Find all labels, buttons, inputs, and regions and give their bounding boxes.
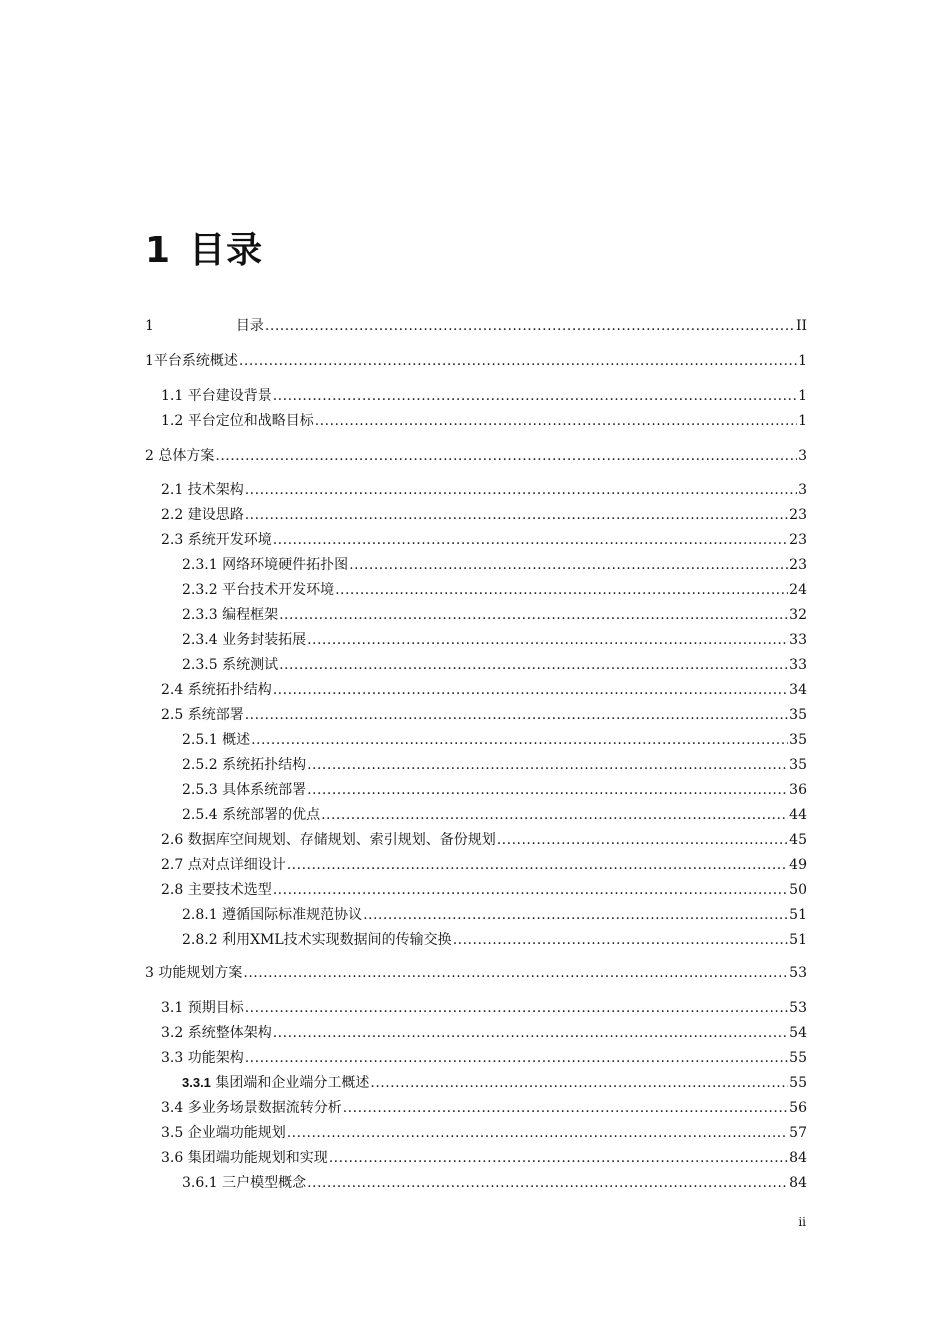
toc-dot-leader [307, 631, 788, 649]
toc-entry-title: 多业务场景数据流转分析 [187, 1100, 342, 1116]
toc-entry-title: 系统部署 [187, 707, 244, 723]
toc-entry[interactable] [161, 387, 807, 405]
toc-entry-page: 44 [789, 807, 807, 823]
toc-entry-label [145, 352, 238, 370]
toc-entry-page: 3 [798, 448, 807, 464]
toc-entry-number: 2.5.1 [182, 732, 218, 748]
toc-dot-leader [287, 856, 788, 874]
toc-entry-label [145, 317, 264, 335]
toc-entry[interactable] [161, 481, 807, 499]
toc-entry[interactable] [182, 781, 807, 799]
toc-entry-label [182, 631, 306, 649]
toc-entry-number: 3 [145, 965, 154, 981]
toc-entry-title: 功能规划方案 [158, 965, 243, 981]
toc-entry[interactable] [161, 1124, 807, 1142]
toc-entry-number: 2.7 [161, 857, 184, 873]
toc-entry[interactable] [145, 352, 807, 370]
toc-entry-label [161, 831, 496, 849]
toc-entry[interactable] [182, 581, 807, 599]
toc-entry-page: 55 [789, 1050, 807, 1066]
toc-dot-leader [329, 1149, 788, 1167]
toc-entry-page: 56 [789, 1100, 807, 1116]
toc-dot-leader [245, 706, 788, 724]
toc-entry-number: 3.4 [161, 1100, 184, 1116]
toc-entry-label [161, 881, 272, 899]
toc-entry-label [161, 531, 272, 549]
toc-entry-title: 数据库空间规划、存储规划、索引规划、备份规划 [187, 832, 496, 848]
toc-entry-number: 1.1 [161, 388, 184, 404]
toc-entry[interactable] [182, 931, 807, 949]
toc-dot-leader [279, 656, 788, 674]
toc-entry-label [182, 656, 278, 674]
toc-entry-title: 平台系统概述 [153, 353, 238, 369]
toc-entry-page: 51 [789, 932, 807, 948]
toc-entry-page: 53 [789, 1000, 807, 1016]
toc-entry-title: 总体方案 [158, 448, 215, 464]
toc-entry[interactable] [161, 831, 807, 849]
toc-dot-leader [370, 1074, 788, 1092]
toc-entry[interactable] [182, 906, 807, 924]
toc-entry-number: 2.8 [161, 882, 184, 898]
toc-entry[interactable] [161, 1099, 807, 1117]
toc-entry-page: 51 [789, 907, 807, 923]
toc-entry-title: 编程框架 [222, 607, 279, 623]
toc-entry-page: 84 [789, 1150, 807, 1166]
toc-entry-number: 3.6 [161, 1150, 184, 1166]
toc-dot-leader [245, 506, 788, 524]
toc-dot-leader [251, 731, 788, 749]
toc-entry[interactable] [182, 606, 807, 624]
toc-dot-leader [245, 1049, 788, 1067]
toc-entry-number: 3.6.1 [182, 1175, 218, 1191]
toc-entry-title: 概述 [222, 732, 251, 748]
toc-entry-page: 57 [789, 1125, 807, 1141]
toc-entry-page: 84 [789, 1175, 807, 1191]
toc-entry-label [182, 1074, 369, 1092]
toc-entry-title: 系统开发环境 [187, 532, 272, 548]
toc-entry-label [161, 999, 244, 1017]
toc-entry-title: 平台定位和战略目标 [187, 413, 314, 429]
toc-entry-label [145, 447, 214, 465]
toc-entry-number: 3.1 [161, 1000, 184, 1016]
toc-entry-number: 2.2 [161, 507, 184, 523]
toc-entry-number: 2.3 [161, 532, 184, 548]
toc-entry[interactable] [182, 656, 807, 674]
toc-entry[interactable] [182, 731, 807, 749]
toc-entry-number: 2.3.1 [182, 557, 218, 573]
toc-dot-leader [307, 1174, 788, 1192]
toc-dot-leader [307, 781, 788, 799]
toc-entry-title: 系统拓扑结构 [222, 757, 307, 773]
toc-entry-label [161, 481, 244, 499]
toc-entry-page: 50 [789, 882, 807, 898]
toc-dot-leader [279, 606, 788, 624]
toc-entry[interactable] [161, 999, 807, 1017]
toc-dot-leader [265, 317, 795, 335]
toc-entry-number: 2.8.1 [182, 907, 218, 923]
toc-dot-leader [307, 756, 788, 774]
toc-entry-title: 集团端功能规划和实现 [187, 1150, 328, 1166]
toc-entry-number: 1 [145, 353, 154, 369]
toc-entry-label [182, 606, 278, 624]
toc-entry[interactable] [161, 506, 807, 524]
toc-dot-leader [315, 412, 797, 430]
toc-entry[interactable] [182, 756, 807, 774]
toc-entry-label [182, 931, 452, 949]
toc-entry-label [182, 756, 306, 774]
toc-dot-leader [273, 881, 788, 899]
toc-entry[interactable] [161, 412, 807, 430]
toc-dot-leader [349, 556, 788, 574]
toc-entry[interactable] [182, 556, 807, 574]
toc-entry[interactable] [182, 806, 807, 824]
toc-entry-number: 2.5.4 [182, 807, 218, 823]
toc-dot-leader [239, 352, 797, 370]
toc-entry-number: 2.5.3 [182, 782, 218, 798]
toc-entry-title: 三户模型概念 [222, 1175, 307, 1191]
toc-entry-page: 54 [789, 1025, 807, 1041]
toc-entry-title: 系统整体架构 [187, 1025, 272, 1041]
toc-dot-leader [215, 447, 797, 465]
toc-entry-title: 目录 [235, 318, 264, 334]
toc-entry[interactable] [145, 317, 807, 335]
toc-dot-leader [453, 931, 788, 949]
toc-entry-label [161, 506, 244, 524]
toc-entry-title: 系统部署的优点 [222, 807, 321, 823]
toc-entry-title: 平台技术开发环境 [222, 582, 335, 598]
toc-entry-number: 2.5.2 [182, 757, 218, 773]
toc-entry-number: 2 [145, 448, 154, 464]
toc-dot-leader [287, 1124, 788, 1142]
toc-dot-leader [273, 681, 788, 699]
toc-entry-title: 点对点详细设计 [187, 857, 286, 873]
toc-entry[interactable] [182, 1174, 807, 1192]
toc-entry-page: 33 [789, 657, 807, 673]
toc-entry-title: 预期目标 [187, 1000, 244, 1016]
toc-entry-title: 建设思路 [187, 507, 244, 523]
toc-entry-title: 主要技术选型 [187, 882, 272, 898]
toc-entry-label [182, 781, 306, 799]
toc-entry-label [161, 706, 244, 724]
toc-dot-leader [321, 806, 788, 824]
toc-entry-label [161, 387, 272, 405]
toc-entry[interactable] [182, 631, 807, 649]
toc-entry-title: 网络环境硬件拓扑图 [222, 557, 349, 573]
toc-entry-label [161, 1099, 342, 1117]
toc-entry-page: 36 [789, 782, 807, 798]
toc-entry[interactable] [161, 706, 807, 724]
toc-entry-number: 2.3.2 [182, 582, 218, 598]
toc-entry-title: 集团端和企业端分工概述 [215, 1075, 370, 1091]
toc-entry-label [161, 681, 272, 699]
toc-entry-number: 2.5 [161, 707, 184, 723]
toc-entry-title: 遵循国际标准规范协议 [222, 907, 363, 923]
toc-entry-label [161, 412, 314, 430]
heading-title: 目录 [189, 230, 264, 271]
toc-entry-label [161, 1149, 328, 1167]
toc-entry-page: 45 [789, 832, 807, 848]
toc-entry-page: 1 [798, 353, 807, 369]
toc-entry-label [182, 806, 320, 824]
toc-entry-page: II [795, 318, 807, 334]
toc-dot-leader [497, 831, 788, 849]
toc-entry-page: 35 [789, 757, 807, 773]
toc-entry-number: 2.6 [161, 832, 184, 848]
toc-entry-title: 平台建设背景 [187, 388, 272, 404]
toc-dot-leader [343, 1099, 788, 1117]
toc-dot-leader [245, 481, 797, 499]
toc-entry[interactable] [182, 1074, 807, 1092]
toc-entry[interactable] [161, 531, 807, 549]
toc-entry-label [161, 1024, 272, 1042]
toc-entry[interactable] [161, 856, 807, 874]
toc-entry-page: 32 [789, 607, 807, 623]
toc-dot-leader [363, 906, 788, 924]
toc-entry-label [182, 906, 362, 924]
toc-entry[interactable] [161, 1149, 807, 1167]
toc-entry-page: 49 [789, 857, 807, 873]
toc-entry-label [182, 1174, 306, 1192]
toc-entry-page: 23 [789, 557, 807, 573]
toc-dot-leader [273, 387, 797, 405]
toc-entry-number: 3.5 [161, 1125, 184, 1141]
toc-entry-page: 1 [798, 413, 807, 429]
toc-entry-label [182, 731, 250, 749]
toc-entry-page: 3 [798, 482, 807, 498]
toc-entry-number: 2.3.4 [182, 632, 218, 648]
toc-entry-label [182, 581, 334, 599]
toc-entry-title: 技术架构 [187, 482, 244, 498]
toc-entry-page: 1 [798, 388, 807, 404]
toc-entry-page: 55 [789, 1075, 807, 1091]
toc-entry-label [161, 856, 286, 874]
toc-entry-title: 具体系统部署 [222, 782, 307, 798]
toc-entry-page: 35 [789, 707, 807, 723]
toc-entry-title: 系统拓扑结构 [187, 682, 272, 698]
toc-entry-page: 34 [789, 682, 807, 698]
toc-entry-title: 功能架构 [187, 1050, 244, 1066]
toc-entry-page: 35 [789, 732, 807, 748]
toc-entry[interactable] [161, 881, 807, 899]
toc-entry-title: 系统测试 [222, 657, 279, 673]
toc-entry-page: 23 [789, 532, 807, 548]
toc-entry[interactable] [161, 681, 807, 699]
toc-entry-number: 3.2 [161, 1025, 184, 1041]
toc-entry-page: 33 [789, 632, 807, 648]
toc-entry-page: 53 [789, 965, 807, 981]
toc-entry-label [161, 1049, 244, 1067]
toc-entry-number: 2.1 [161, 482, 184, 498]
toc-entry[interactable] [161, 1049, 807, 1067]
toc-entry[interactable] [145, 447, 807, 465]
toc-dot-leader [273, 531, 788, 549]
toc-dot-leader [245, 999, 788, 1017]
toc-entry-title: 企业端功能规划 [187, 1125, 286, 1141]
toc-entry-page: 24 [789, 582, 807, 598]
toc-dot-leader [335, 581, 788, 599]
toc-entry-title: 业务封装拓展 [222, 632, 307, 648]
page-number: ii [798, 1215, 806, 1229]
toc-entry-number: 1.2 [161, 413, 184, 429]
toc-dot-leader [243, 964, 788, 982]
heading-number: 1 [145, 230, 172, 271]
toc-entry-number: 3.3.1 [182, 1075, 211, 1090]
toc-entry[interactable] [161, 1024, 807, 1042]
toc-entry-title: 利用XML技术实现数据间的传输交换 [222, 932, 452, 948]
toc-entry-page: 23 [789, 507, 807, 523]
toc-entry-label [182, 556, 348, 574]
toc-entry-number: 2.3.3 [182, 607, 218, 623]
toc-entry-number: 3.3 [161, 1050, 184, 1066]
toc-entry-label [161, 1124, 286, 1142]
toc-entry-number: 1 [145, 318, 154, 334]
toc-entry[interactable] [145, 964, 807, 982]
toc-entry-number: 2.8.2 [182, 932, 218, 948]
toc-entry-label [145, 964, 242, 982]
toc-dot-leader [273, 1024, 788, 1042]
toc-entry-number: 2.3.5 [182, 657, 218, 673]
toc-entry-number: 2.4 [161, 682, 184, 698]
